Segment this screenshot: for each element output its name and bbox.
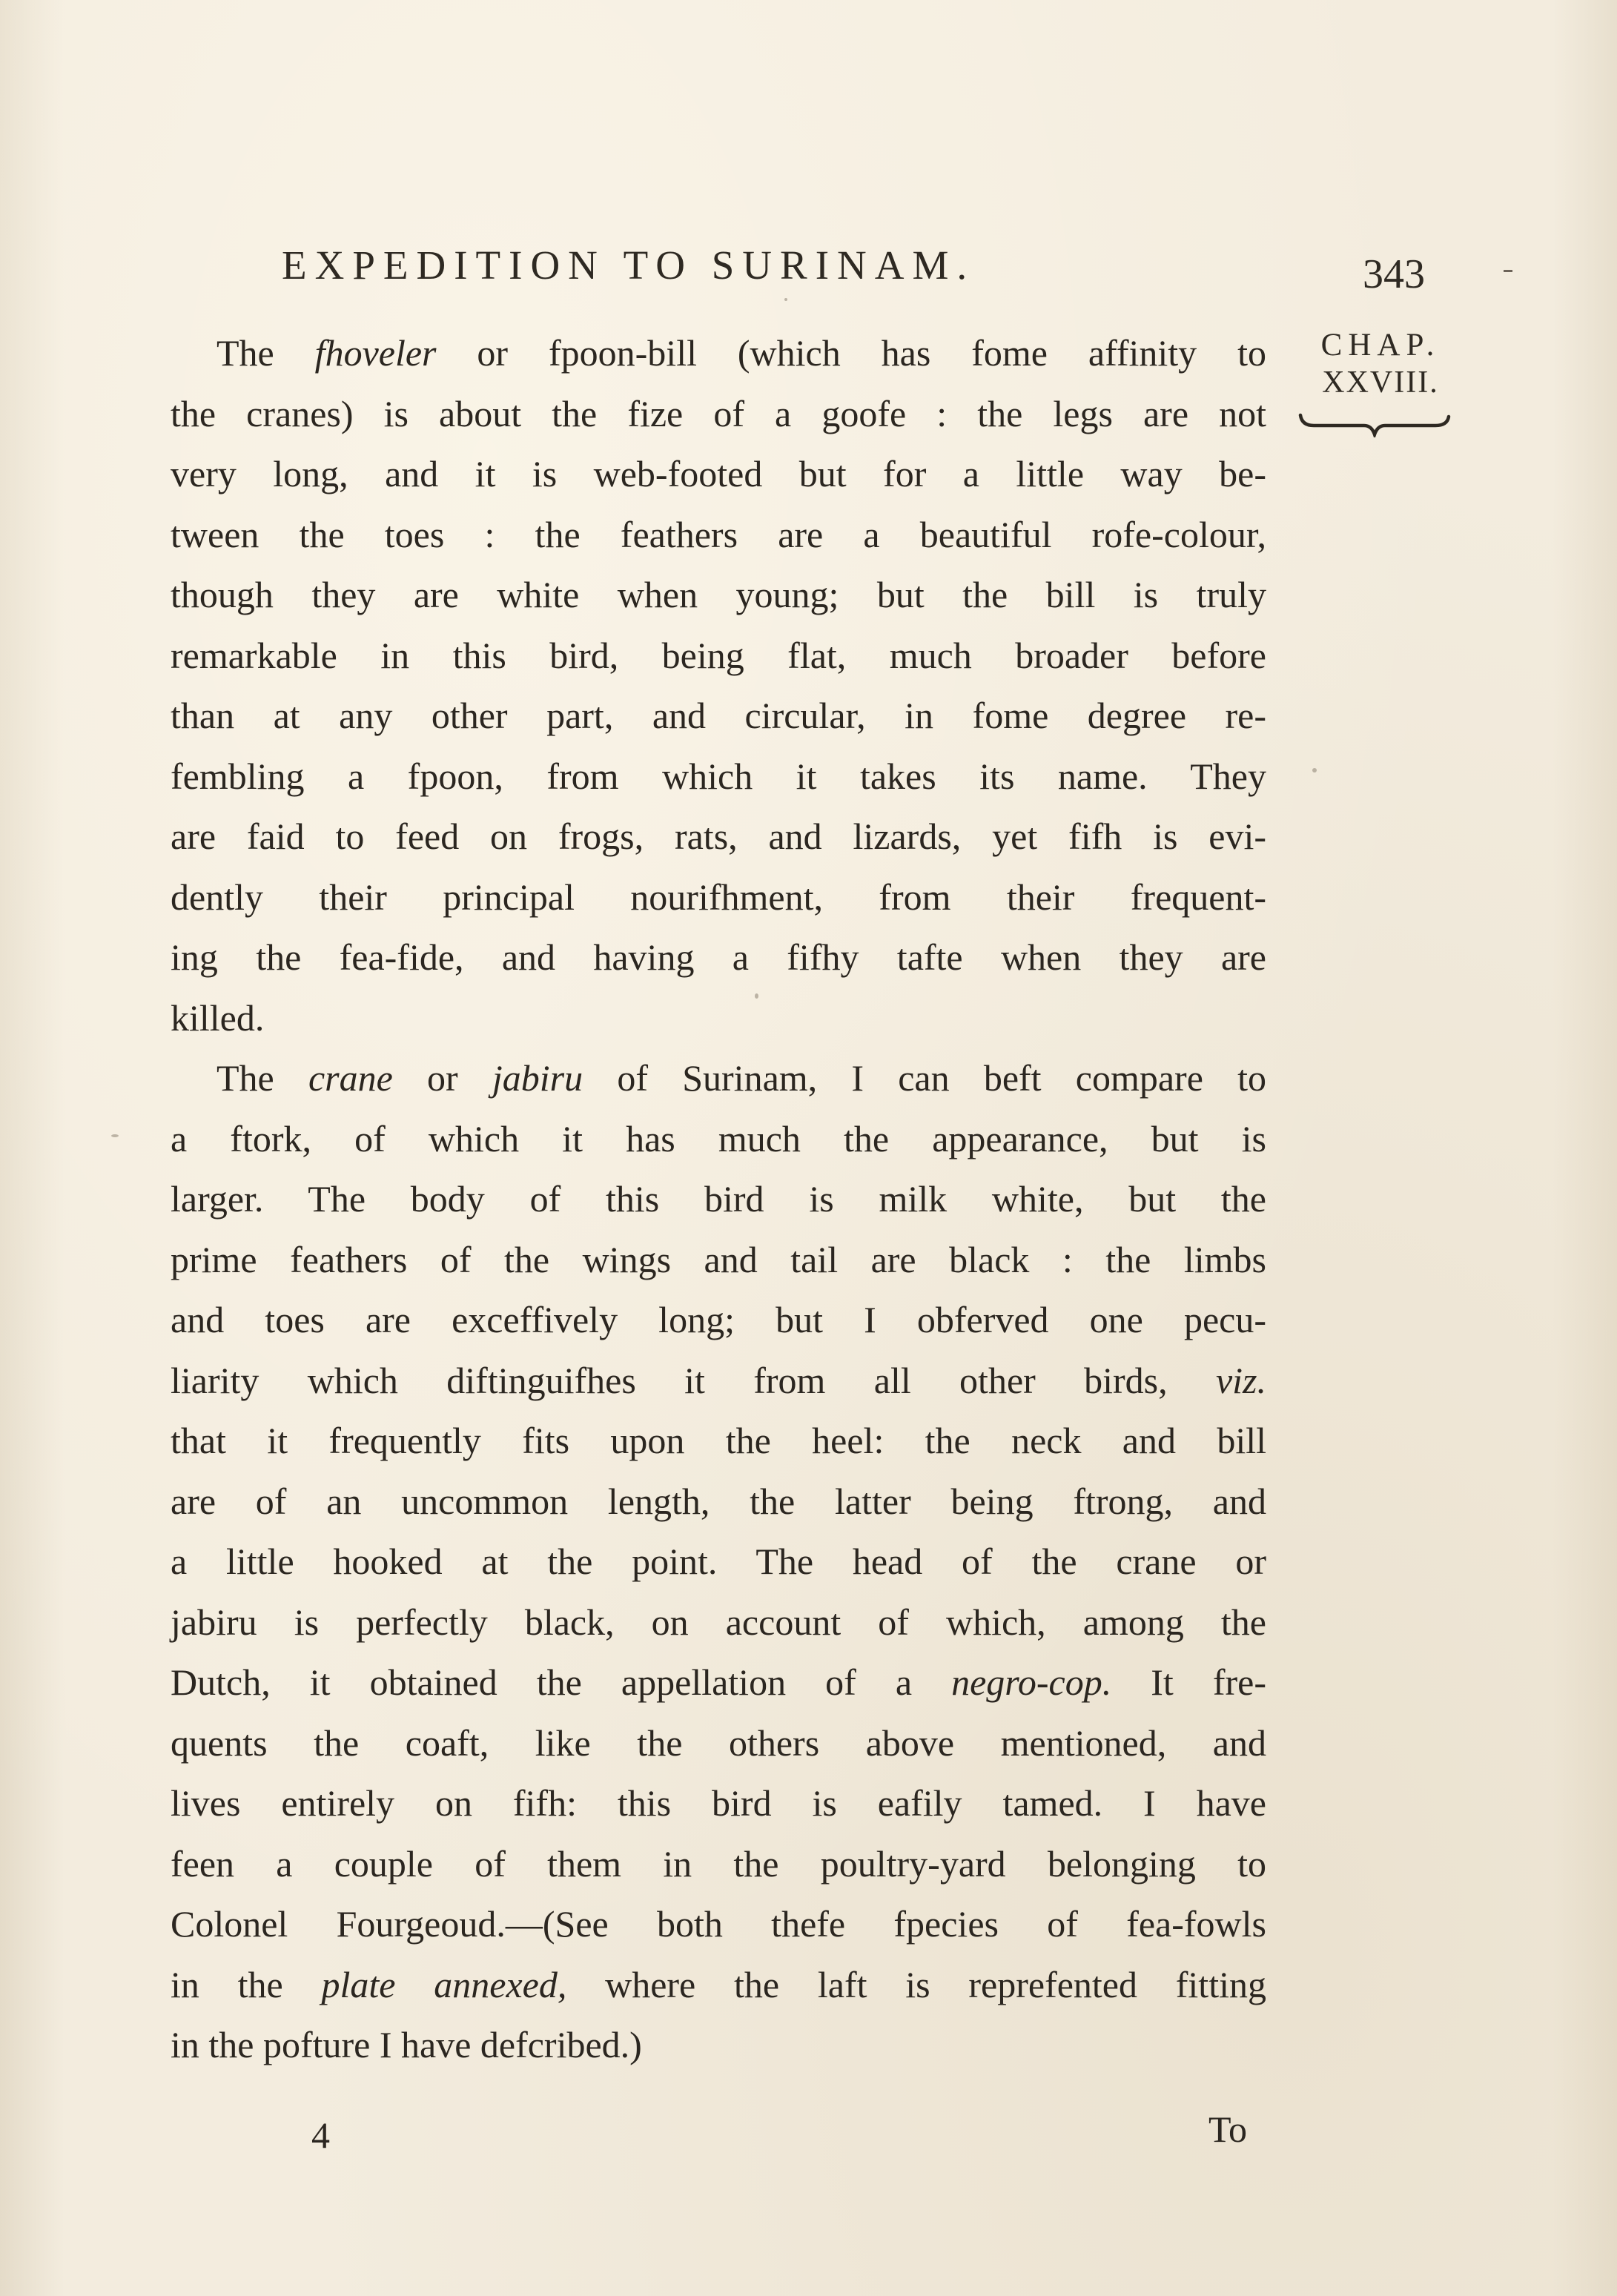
paper-speck <box>755 993 758 999</box>
italic-term: crane <box>308 1057 393 1099</box>
chapter-margin-note <box>1299 325 1462 399</box>
text-line: than at any other part, and circular, in fome degree re- <box>171 695 1266 736</box>
italic-term: negro-cop. <box>951 1661 1112 1703</box>
text-line: dently their principal nourifhment, from their frequent- <box>171 876 1266 918</box>
text-line: The crane or jabiru of Surinam, I can beft compare to <box>216 1057 1267 1099</box>
text-line: are faid to feed on frogs, rats, and lizards, yet fifh is evi- <box>171 815 1266 857</box>
text-line: though they are white when young; but the bill is truly <box>171 574 1266 615</box>
paragraph-crane <box>171 1048 1266 2076</box>
text-line: quents the coaft, like the others above mentioned, and <box>171 1721 1266 1764</box>
page-number: 343 <box>1363 251 1425 297</box>
text-line: fembling a fpoon, from which it takes its name. They <box>171 755 1266 797</box>
text-line: in the plate annexed, where the laft is reprefented fitting <box>171 1963 1266 2005</box>
margin-dash <box>1504 270 1512 272</box>
paper-speck <box>1312 768 1317 772</box>
catchword: To <box>1208 2108 1248 2150</box>
italic-term: jabiru <box>492 1057 583 1099</box>
italic-term: viz. <box>1215 1359 1266 1401</box>
text-line: in the pofture I have defcribed.) <box>171 2024 642 2065</box>
text-line: and toes are exceffively long; but I obferved one pecu- <box>171 1299 1266 1340</box>
paper-speck <box>111 1134 119 1137</box>
body-text <box>171 323 1266 2076</box>
text-line: liarity which diftinguifhes it from all other birds, viz. <box>171 1359 1266 1401</box>
text-line: feen a couple of them in the poultry-yard belonging to <box>171 1842 1266 1885</box>
chapter-label: CHAP. <box>1320 328 1441 363</box>
text-line: Colonel Fourgeoud.—(See both thefe fpecies of fea-fowls <box>171 1903 1266 1945</box>
signature-mark: 4 <box>311 2114 330 2156</box>
text-line: killed. <box>171 996 265 1039</box>
text-line: Dutch, it obtained the appellation of a negro-cop. It fre- <box>171 1661 1267 1703</box>
text-line: The fhoveler or fpoon-bill (which has fome affinity to <box>216 332 1267 374</box>
paper-speck <box>784 298 787 301</box>
text-line: that it frequently fits upon the heel: the neck and bill <box>171 1420 1266 1461</box>
text-line: jabiru is perfectly black, on account of which, among the <box>171 1601 1266 1643</box>
text-line: larger. The body of this bird is milk white, but the <box>171 1178 1266 1220</box>
paragraph-shoveler <box>171 323 1266 1048</box>
italic-term: plate annexed, <box>321 1963 567 2005</box>
text-line: a little hooked at the point. The head of the crane or <box>171 1541 1266 1582</box>
text-line: ing the fea-fide, and having a fifhy tafte when they are <box>171 936 1266 978</box>
text-line: lives entirely on fifh: this bird is eafily tamed. I have <box>171 1782 1266 1824</box>
running-head-title: EXPEDITION TO SURINAM. <box>282 242 976 288</box>
text-line: are of an uncommon length, the latter being ftrong, and <box>171 1480 1266 1522</box>
chapter-number: XXVIII. <box>1322 365 1439 400</box>
text-line: very long, and it is web-footed but for a little way be- <box>171 453 1266 494</box>
brace-icon <box>1297 412 1453 437</box>
text-line: remarkable in this bird, being flat, much broader before <box>171 634 1266 676</box>
text-line: prime feathers of the wings and tail are black : the limbs <box>171 1238 1266 1280</box>
text-line: tween the toes : the feathers are a beautiful rofe-colour, <box>171 513 1266 555</box>
text-line: a ftork, of which it has much the appearance, but is <box>171 1117 1266 1159</box>
italic-term: fhoveler <box>314 332 437 374</box>
text-line: the cranes) is about the fize of a goofe : the legs are not <box>171 392 1266 434</box>
